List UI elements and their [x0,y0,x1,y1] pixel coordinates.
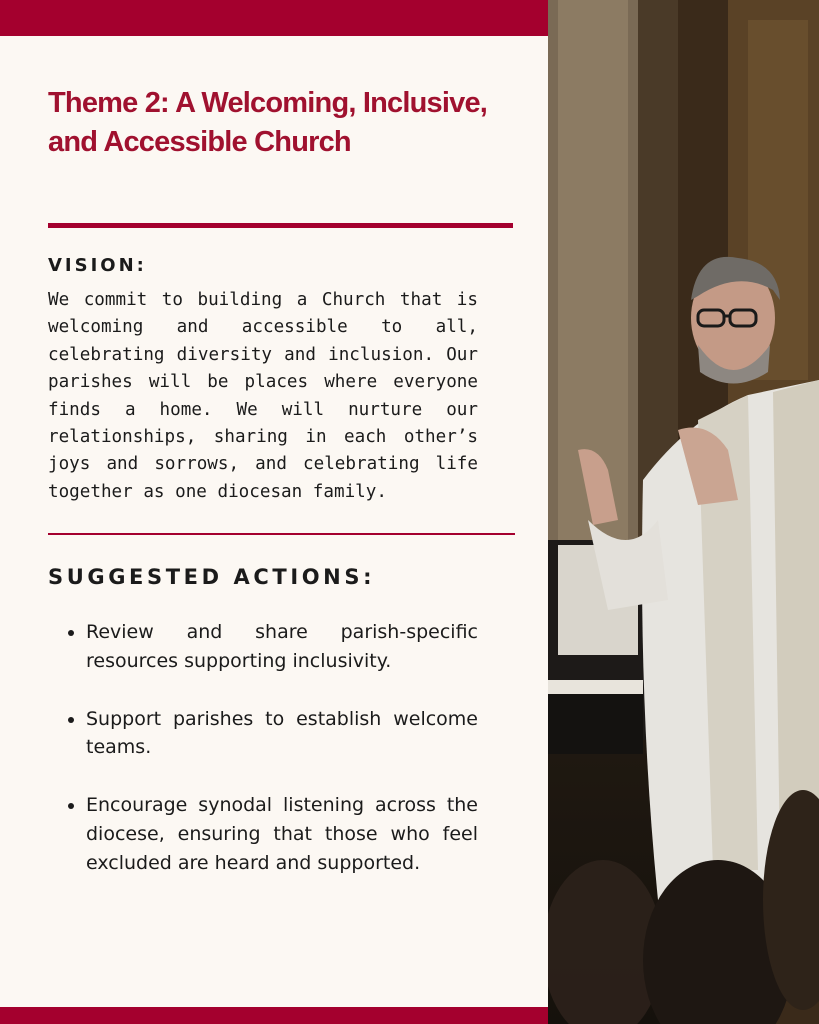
priest-illustration [548,0,819,1024]
action-item: Review and share parish-specific resources supporting inclusivity. [66,618,478,676]
top-accent-bar [0,0,548,36]
page-title: Theme 2: A Welcoming, Inclusive, and Accessible Church [48,87,488,158]
action-item: Encourage synodal listening across the diocese, ensuring that those who feel excluded are heard and supported. [66,791,478,877]
action-item: Support parishes to establish welcome teams. [66,705,478,763]
actions-heading: SUGGESTED ACTIONS: [48,565,376,589]
title-divider [48,223,513,228]
vision-heading: VISION: [48,255,147,276]
vision-text: We commit to building a Church that is welcoming and accessible to all, celebrating diversity and inclusion. Our parishes will be places where everyone finds a home. We will nurture our relationships, sharing in each other’s joys and sorrows, and celebrating life together as one diocesan family. [48,290,478,502]
section-divider [48,533,515,535]
priest-photo [548,0,819,1024]
actions-list [66,618,478,907]
bottom-accent-bar [0,1007,548,1024]
